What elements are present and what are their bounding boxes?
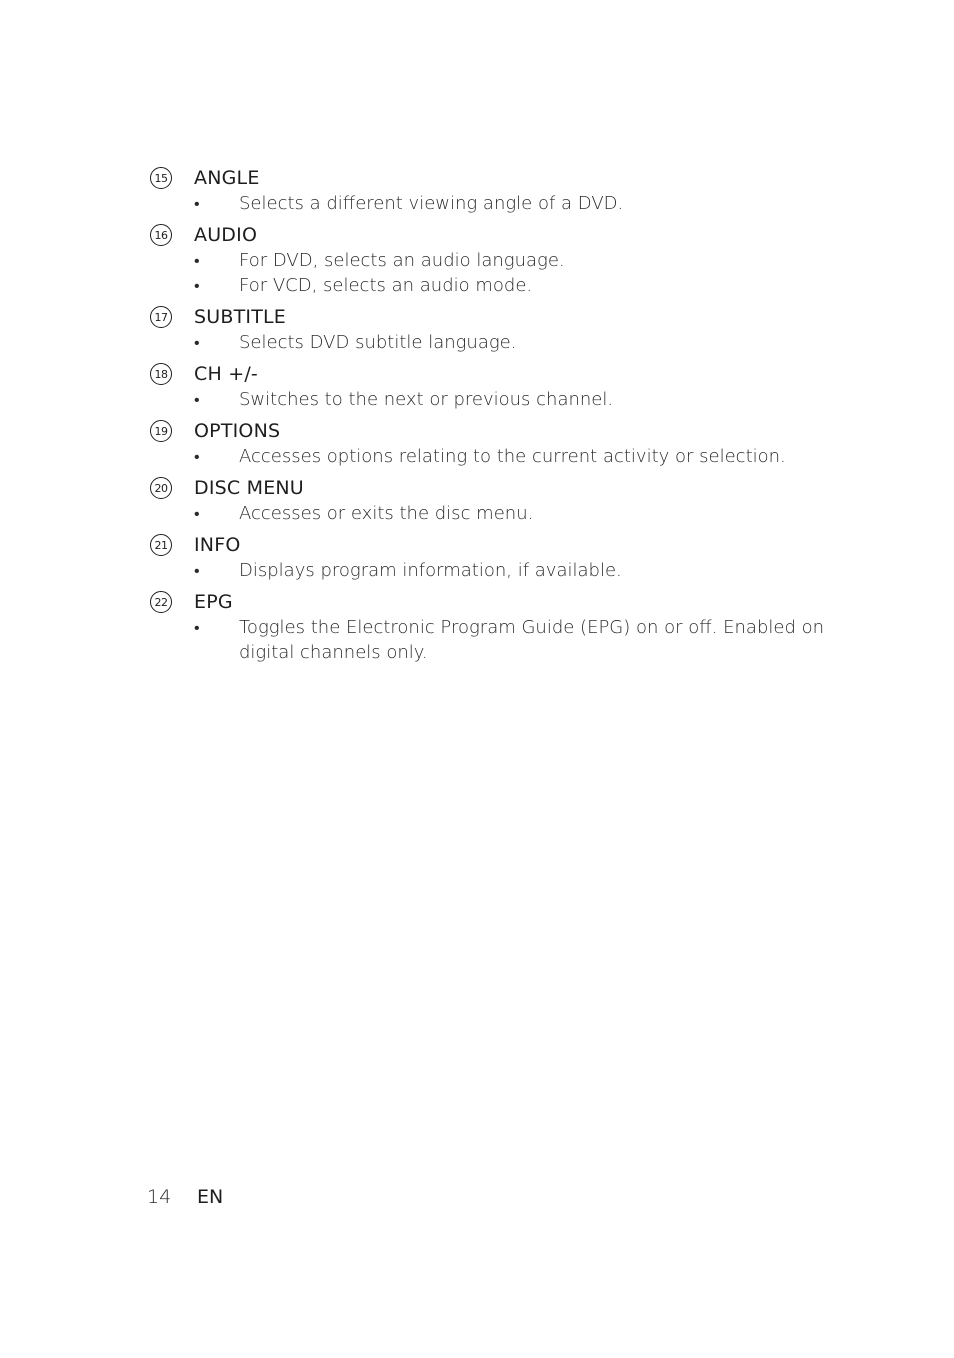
bullet-list [148, 501, 828, 526]
entry-audio [148, 222, 828, 298]
bullet-item [148, 444, 828, 469]
bullet-item [148, 248, 828, 273]
bullet-item [148, 330, 828, 355]
circled-number-badge: 19 [150, 420, 172, 442]
entry-channel [148, 361, 828, 412]
entry-title: INFO [194, 534, 241, 556]
bullet-text: For VCD, selects an audio mode. [239, 275, 533, 296]
circled-number-badge: 15 [150, 167, 172, 189]
circled-number-badge: 18 [150, 363, 172, 385]
circled-number-badge: 22 [150, 591, 172, 613]
bullet-text: Selects DVD subtitle language. [239, 332, 517, 353]
circled-number-badge: 20 [150, 477, 172, 499]
entry-title: OPTIONS [194, 420, 281, 442]
entry-title: DISC MENU [194, 477, 304, 499]
entry-title: SUBTITLE [194, 306, 287, 328]
entry-heading [148, 304, 828, 330]
bullet-text: For DVD, selects an audio language. [239, 250, 565, 271]
bullet-item [148, 501, 828, 526]
bullet-icon: • [194, 504, 200, 523]
circled-number-badge: 16 [150, 224, 172, 246]
bullet-list [148, 330, 828, 355]
bullet-list [148, 444, 828, 469]
page-number: 14 [147, 1186, 172, 1208]
bullet-icon: • [194, 618, 200, 637]
entry-disc-menu [148, 475, 828, 526]
bullet-list [148, 615, 828, 665]
entry-title: ANGLE [194, 167, 260, 189]
bullet-list [148, 191, 828, 216]
bullet-item [148, 273, 828, 298]
circled-number-badge: 17 [150, 306, 172, 328]
entry-heading [148, 418, 828, 444]
entry-angle [148, 165, 828, 216]
bullet-icon: • [194, 251, 200, 270]
entry-subtitle [148, 304, 828, 355]
bullet-icon: • [194, 390, 200, 409]
circled-number-badge: 21 [150, 534, 172, 556]
remote-control-key-list [148, 165, 828, 671]
bullet-icon: • [194, 194, 200, 213]
language-code: EN [197, 1186, 224, 1208]
bullet-list [148, 558, 828, 583]
bullet-icon: • [194, 447, 200, 466]
bullet-text: Displays program information, if available. [239, 560, 622, 581]
bullet-text: Switches to the next or previous channel. [239, 389, 614, 410]
page-footer [147, 1186, 223, 1208]
entry-heading [148, 165, 828, 191]
entry-heading [148, 589, 828, 615]
bullet-icon: • [194, 333, 200, 352]
entry-epg [148, 589, 828, 665]
entry-heading [148, 222, 828, 248]
bullet-text: Accesses options relating to the current activity or selection. [239, 446, 786, 467]
entry-title: CH +/- [194, 363, 258, 385]
bullet-icon: • [194, 561, 200, 580]
bullet-text: Selects a different viewing angle of a DVD. [239, 193, 624, 214]
bullet-item [148, 191, 828, 216]
entry-info [148, 532, 828, 583]
entry-heading [148, 361, 828, 387]
entry-options [148, 418, 828, 469]
bullet-text: Accesses or exits the disc menu. [239, 503, 534, 524]
bullet-list [148, 387, 828, 412]
entry-heading [148, 532, 828, 558]
bullet-item [148, 387, 828, 412]
bullet-item [148, 558, 828, 583]
entry-title: AUDIO [194, 224, 258, 246]
bullet-text: Toggles the Electronic Program Guide (EPG) on or off. Enabled on digital channels only. [239, 617, 825, 663]
bullet-item [148, 615, 828, 665]
entry-title: EPG [194, 591, 233, 613]
entry-heading [148, 475, 828, 501]
bullet-list [148, 248, 828, 298]
bullet-icon: • [194, 276, 200, 295]
